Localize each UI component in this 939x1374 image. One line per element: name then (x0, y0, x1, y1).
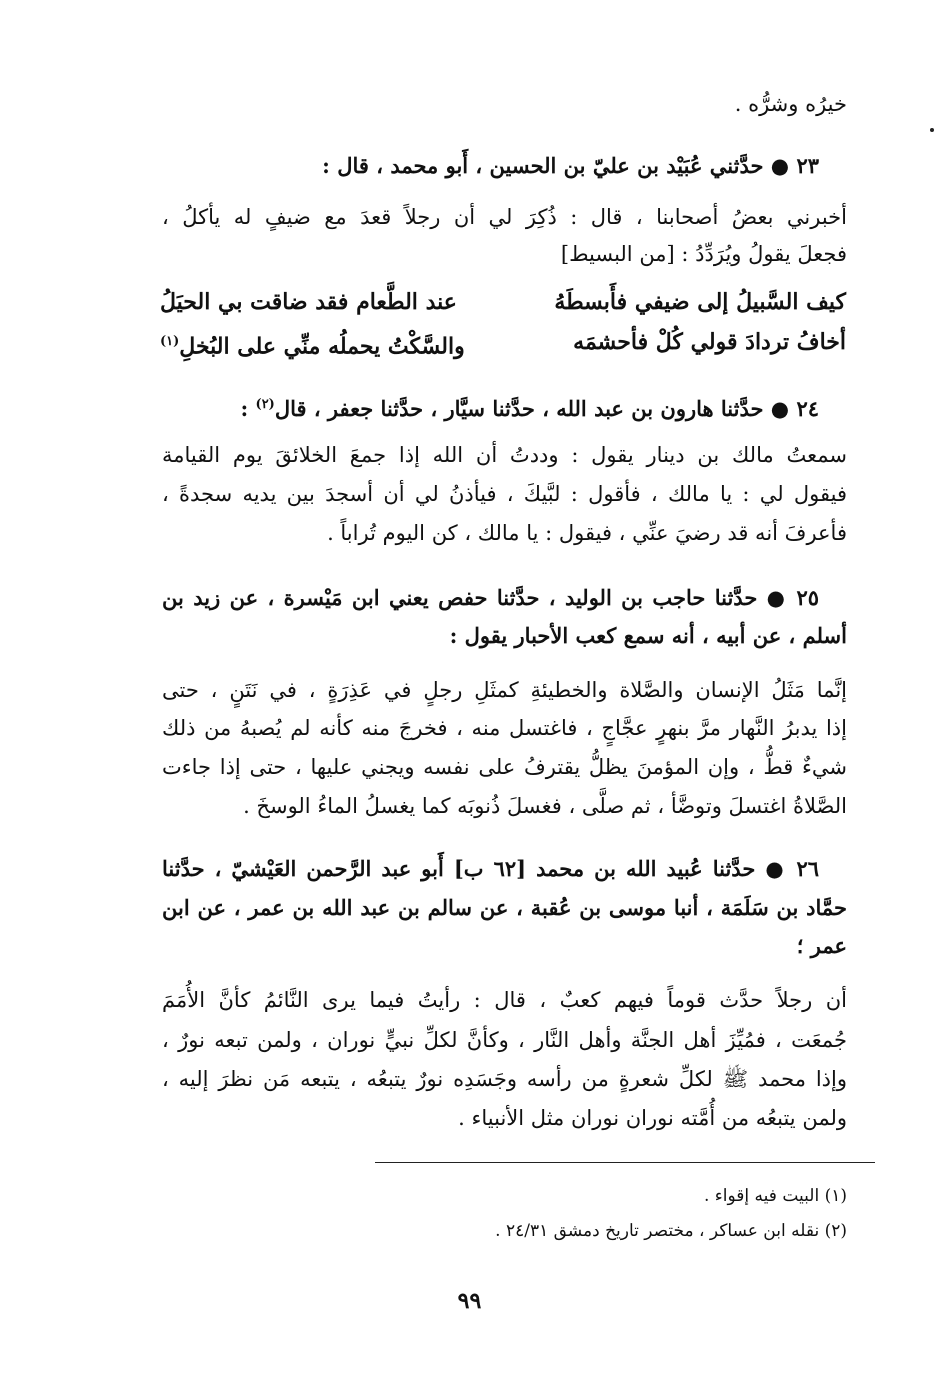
text-line: إذا يدبرُ النَّهار مرَّ بنهرٍ عجَّاجٍ ، فاغتسل منه ، فخرجَ منه كأنه لم يُصبهُ من ذلك (162, 716, 847, 740)
verse-1-first-hemistich: كيف السَّبيلُ إلى ضيفي فأَبسطَهُ (554, 289, 846, 315)
heading-colon: : (240, 396, 256, 421)
text-line: فيقول لي : يا مالك ، فأقول : لبَّيكَ ، فيأذنُ لي أن أسجدَ بين يديه سجدةً ، (162, 482, 847, 506)
text-line: حمَّاد بن سَلَمَة ، أنبا موسى بن عُقبة ، عن سالم بن عبد الله بن عمر ، عن ابن (162, 895, 847, 920)
text-line: الصَّلاةُ اغتسلَ وتوضَّأ ، ثم صلَّى ، فغسلَ ذُنوبَه كما يغسلُ الماءُ الوسخَ . (243, 794, 847, 818)
text-line: أن رجلاً حدَّث قوماً فيهم كعبٌ ، قال : رأيتُ فيما يرى النَّائمُ كأنَّ الأُمَمَ (162, 988, 847, 1012)
text-line: ولمن يتبعُه من أُمَّته نوران نوران مثل الأنبياء . (458, 1106, 847, 1130)
verse-text: والسَّكْتُ يحملُه منِّي على البُخلِ (179, 333, 465, 360)
page-number: ٩٩ (457, 1288, 482, 1314)
text-line: سمعتُ مالك بن دينار يقول : وددتُ أن الله إذا جمعَ الخلائقَ يوم القيامة (162, 443, 847, 467)
text-line: إنَّما مَثَلُ الإنسان والصَّلاة والخطيئةِ كمثَلِ رجلٍ في عَذِرَةٍ ، في نَتَنٍ ، حتى (162, 678, 847, 702)
text-line: شيءٌ قطُّ ، وإن المؤمنَ يظلُّ يقترفُ على نفسه ويجني عليها ، حتى إذا جاءت (162, 755, 847, 779)
narration-24-heading (162, 391, 819, 423)
text-line: فأعرفَ أنه قد رضيَ عنِّي ، فيقول : يا مالك ، كن اليوم تُراباً . (327, 521, 847, 545)
narration-26-heading: ٢٦ ● حدَّثنا عُبيد الله بن محمد [٦٢ ب] أَبو عبد الرَّحمن العَيْشيّ ، حدَّثنا (162, 856, 819, 881)
footnote-1: (١) البيت فيه إقواء . (703, 1186, 847, 1206)
text-line: وإذا محمد ﷺ لكلِّ شعرةٍ من رأسه وجَسَدِه نورٌ يتبعُه ، يتبعه مَن نظرَ إليه ، (162, 1067, 847, 1091)
text-line: خيرُه وشرُّه . (734, 92, 847, 116)
text-line: أسلم ، عن أبيه ، أنه سمع كعب الأحبار يقول : (449, 623, 847, 648)
heading-text: ٢٤ ● حدَّثنا هارون بن عبد الله ، حدَّثنا سيَّار ، حدَّثنا جعفر ، قال (274, 396, 819, 421)
verse-2-second-hemistich (160, 327, 465, 361)
footnote-2: (٢) نقله ابن عساكر ، مختصر تاريخ دمشق ٢٤/٣١ . (495, 1221, 847, 1241)
footnote-marker: (١) (160, 334, 180, 349)
text-line: أخبرني بعضُ أصحابنا ، قال : ذُكِرَ لي أن رجلاً قعدَ مع ضيفٍ له يأكلُ ، (162, 205, 847, 229)
text-line: فجعلَ يقولُ ويُرَدِّدُ : [من البسيط] (560, 242, 847, 266)
verse-2-first-hemistich: أخافُ تردادَ قولي كُلْ فأحشمَه (573, 329, 846, 355)
verse-1-second-hemistich: عند الطَّعام فقد ضاقت بي الحيَلُ (160, 289, 457, 315)
text-line: عمر ؛ (796, 933, 847, 958)
narration-25-heading: ٢٥ ● حدَّثنا حاجب بن الوليد ، حدَّثنا حفص يعني ابن مَيْسرة ، عن زيد بن (162, 585, 819, 610)
scan-speck (930, 128, 934, 132)
footnote-marker: (٢) (255, 397, 275, 412)
footnote-separator (375, 1162, 875, 1163)
text-line: جُمعَت ، فمُيِّزَ أهل الجنَّة وأهل النَّار ، وكأنَّ لكلِّ نبيٍّ نوران ، ولمن تبعه نورٌ ، (162, 1028, 847, 1052)
narration-23-heading: ٢٣ ● حدَّثني عُبَيْد بن عليّ بن الحسين ، أَبو محمد ، قال : (322, 153, 819, 178)
